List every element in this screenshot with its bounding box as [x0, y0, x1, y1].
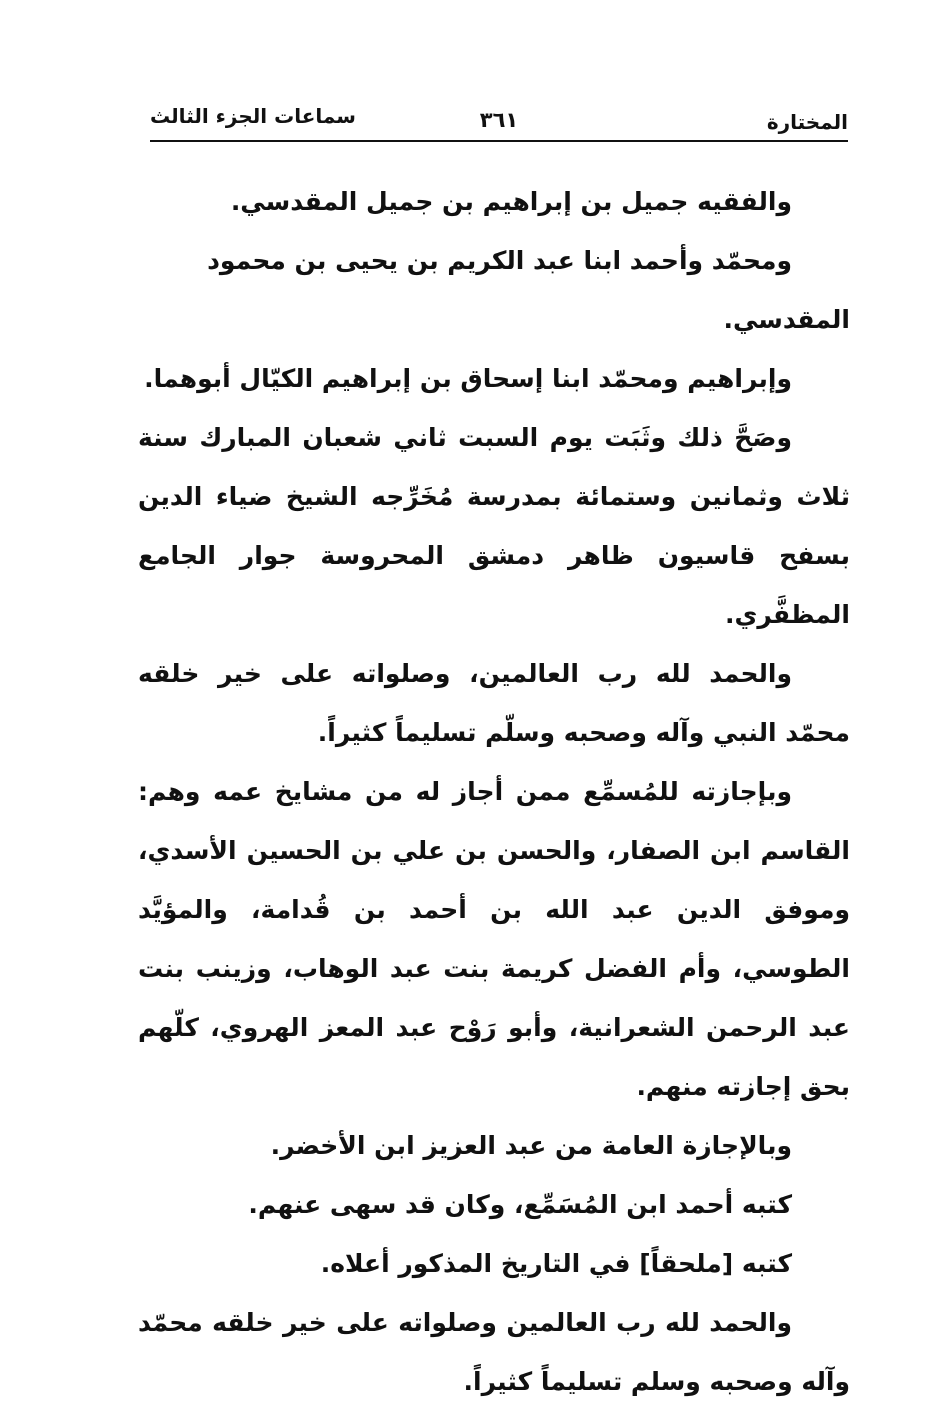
paragraph-1: والفقيه جميل بن إبراهيم بن جميل المقدسي. [230, 187, 792, 216]
body-text [138, 172, 850, 1411]
paragraph-9: كتبه [ملحقاً] في التاريخ المذكور أعلاه. [320, 1249, 792, 1278]
paragraph-8: كتبه أحمد ابن المُسَمِّع، وكان قد سهى عنهم. [248, 1190, 792, 1219]
page-header [150, 100, 848, 142]
paragraph-6: وبإجازته للمُسمِّع ممن أجاز له من مشايخ عمه وهم: القاسم ابن الصفار، والحسن بن علي بن الحسين الأسدي، وموفق الدين عبد الله بن أحمد بن قُدامة، والمؤيَّد الطوسي، وأم الفضل كريمة بنت عبد الوهاب، وزينب بنت عبد الرحمن الشعرانية، وأبو رَوْح عبد المعز الهروي، كلّهم بحق إجازته منهم. [138, 777, 850, 1101]
page-number: ٣٦١ [479, 108, 519, 132]
header-divider [150, 140, 848, 142]
running-head-section-title: سماعات الجزء الثالث [150, 104, 356, 128]
paragraph-2: ومحمّد وأحمد ابنا عبد الكريم بن يحيى بن محمود المقدسي. [207, 246, 850, 334]
paragraph-3: وإبراهيم ومحمّد ابنا إسحاق بن إبراهيم الكيّال أبوهما. [144, 364, 792, 393]
paragraph-10: والحمد لله رب العالمين وصلواته على خير خلقه محمّد وآله وصحبه وسلم تسليماً كثيراً. [138, 1308, 850, 1396]
running-head-book-title: المختارة [766, 110, 848, 134]
paragraph-7: وبالإجازة العامة من عبد العزيز ابن الأخضر. [270, 1131, 792, 1160]
paragraph-5: والحمد لله رب العالمين، وصلواته على خير خلقه محمّد النبي وآله وصحبه وسلّم تسليماً كثيراً. [138, 659, 850, 747]
paragraph-4: وصَحَّ ذلك وثَبَت يوم السبت ثاني شعبان المبارك سنة ثلاث وثمانين وستمائة بمدرسة مُخَرِّجه الشيخ ضياء الدين بسفح قاسيون ظاهر دمشق المحروسة جوار الجامع المظفَّري. [138, 423, 850, 629]
